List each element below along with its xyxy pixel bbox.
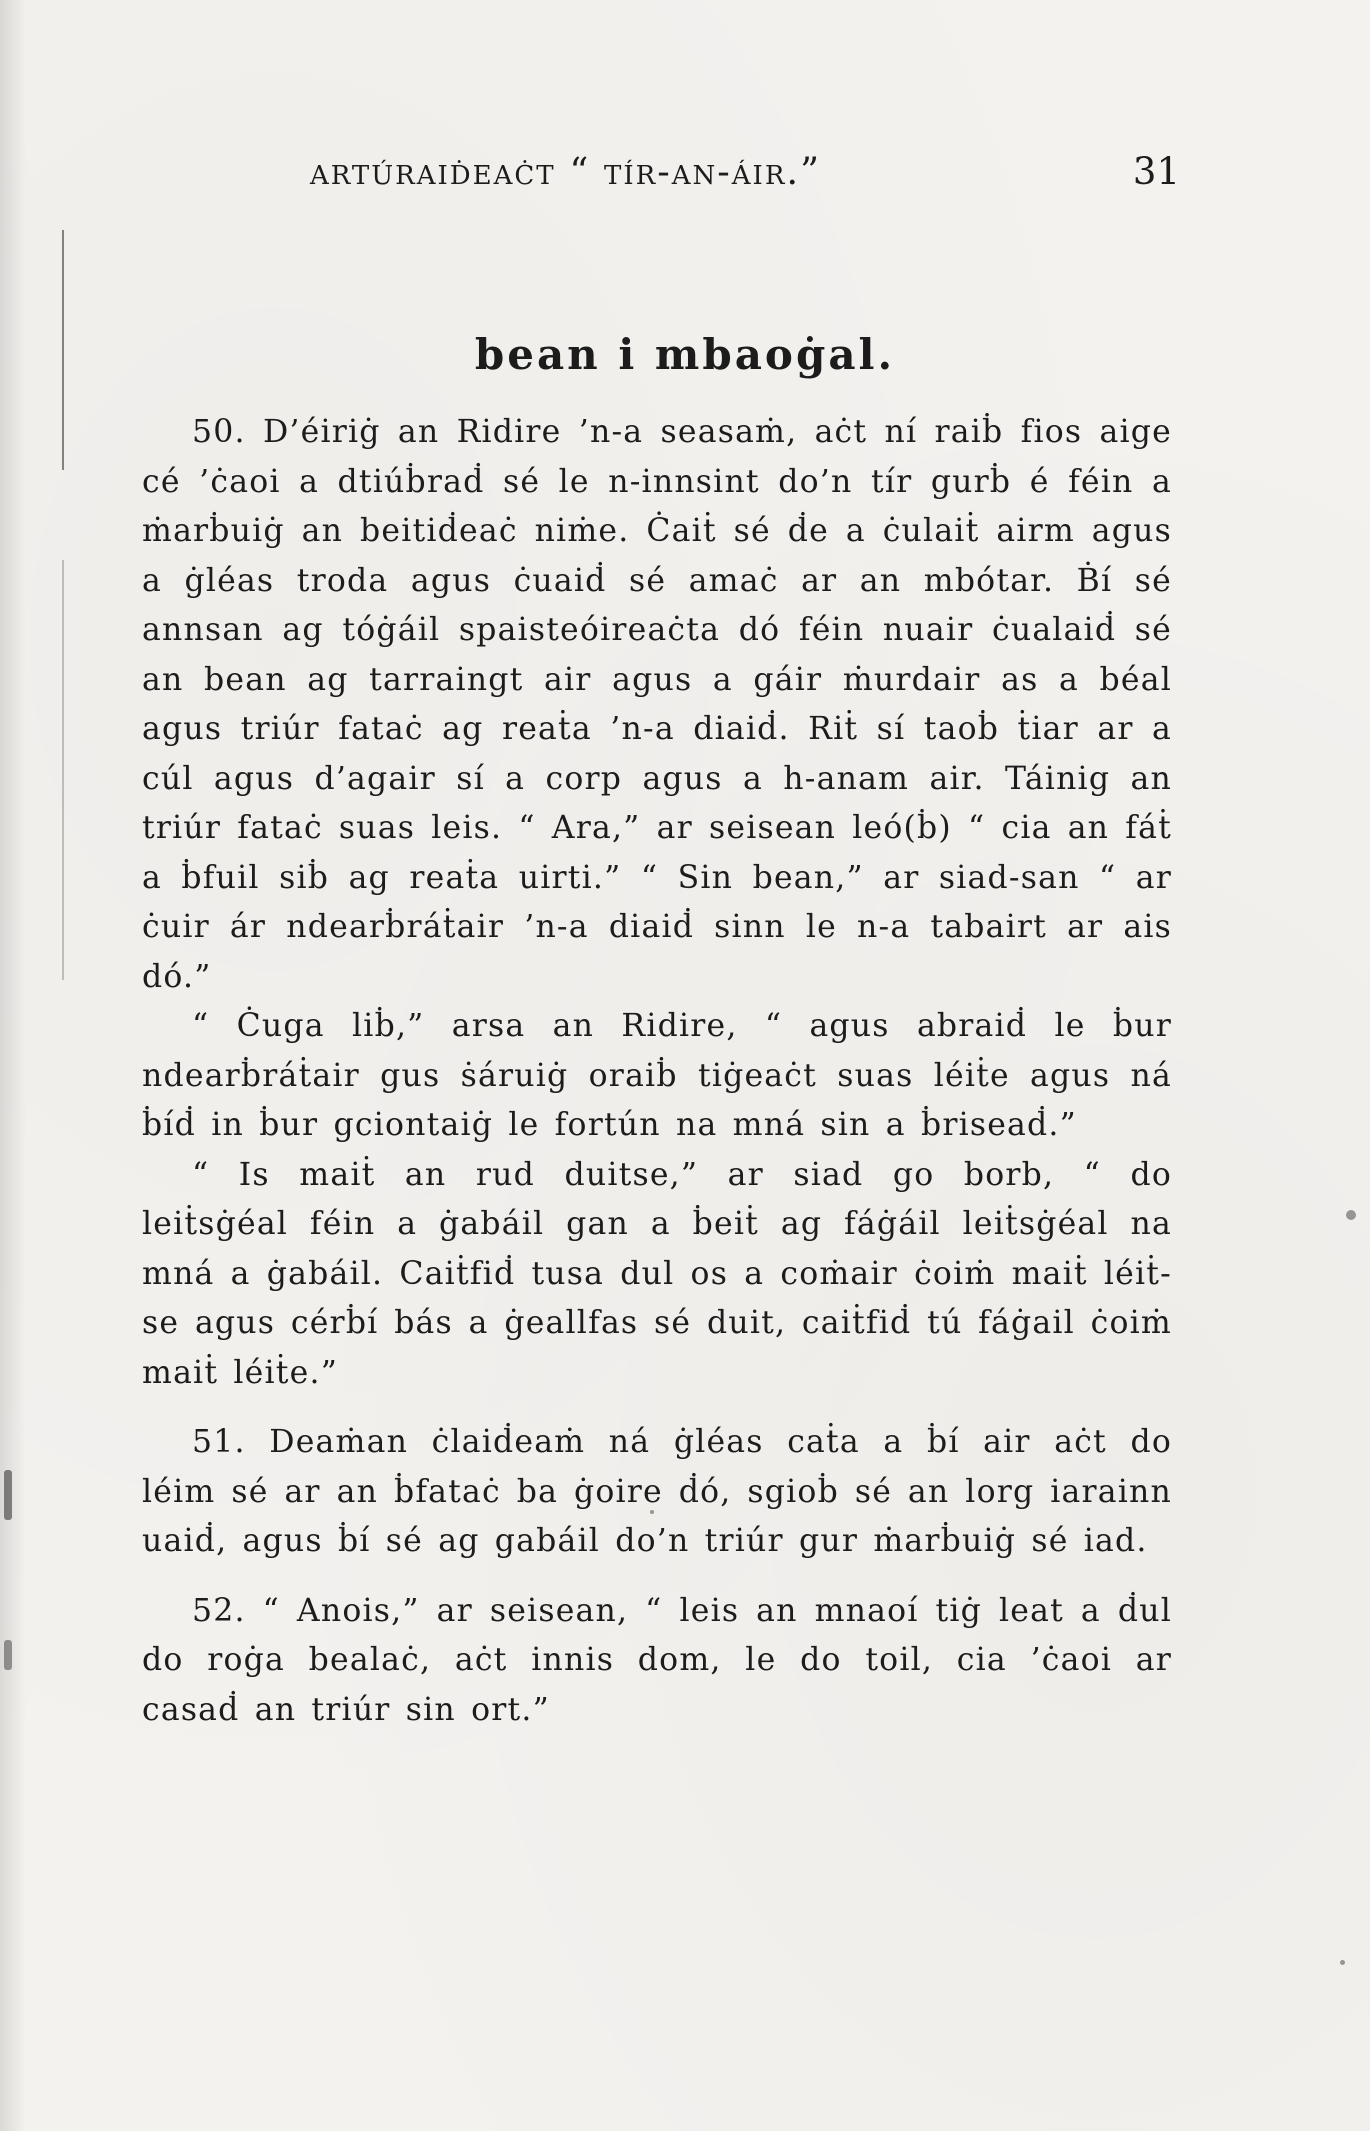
page-edge-shadow: [0, 0, 26, 2131]
paper-speck: [650, 1510, 654, 1514]
edge-mark: [4, 1640, 12, 1670]
binding-mark: [62, 560, 64, 980]
paragraph-52: 52. “ Anois,” ar seisean, “ leis an mnaoí tiġ leat a ḋul do roġa bealaċ, aċt innis dom, le do toil, cia ’ċaoi ar casaḋ an triúr sin ort.”: [142, 1592, 1172, 1728]
page-header: [300, 150, 1180, 200]
paragraph-51: 51. Deaṁan ċlaiḋeaṁ ná ġléas caṫa a ḃí air aċt do léim sé ar an ḃfataċ ba ġoire ḋó, sgioḃ sé an lorg iarainn uaiḋ, agus ḃí sé ag gabáil do’n triúr gur ṁarḃuiġ sé iad.: [142, 1424, 1172, 1559]
paragraph-50-retort: “ Is maiṫ an rud duitse,” ar siad go borb, “ do leiṫsġéal féin a ġabáil gan a ḃeiṫ ag fáġáil leiṫsġéal na mná a ġabáil. Caiṫfiḋ tusa dul os a coṁair ċoiṁ maiṫ léiṫ-se agus cérḃí bás a ġeallfas sé duit, caiṫfiḋ tú fáġail ċoiṁ maiṫ léiṫe.”: [142, 1156, 1172, 1391]
edge-mark: [4, 1470, 12, 1520]
paragraph-50-reply: “ Ċuga liḃ,” arsa an Ridire, “ agus abraiḋ le ḃur ndearḃráṫair gus ṡáruiġ oraiḃ tiġeaċt suas léiṫe agus ná ḃíḋ in ḃur gciontaiġ le fortún na mná sin a ḃriseaḋ.”: [142, 1008, 1172, 1143]
section-title: bean i mbaoġal.: [474, 330, 896, 379]
paper-speck: [1346, 1210, 1356, 1220]
body-text: [142, 408, 1172, 1735]
paragraph-50: 50. D’éiriġ an Ridire ’n-a seasaṁ, aċt ní raiḃ fios aige cé ’ċaoi a dtiúḃraḋ sé le n-innsint do’n tír gurḃ é féin a ṁarḃuiġ an beitiḋeaċ niṁe. Ċaiṫ sé ḋe a ċulaiṫ airm agus a ġléas troda agus ċuaiḋ sé amaċ ar an mbótar. Ḃí sé annsan ag tóġáil spaisteóireaċta dó féin nuair ċualaiḋ sé an bean ag tarraingt air agus a gáir ṁurdair as a béal agus triúr fataċ ag reaṫa ’n-a diaiḋ. Riṫ sí taoḃ ṫiar ar a cúl agus d’agair sí a corp agus a h-anam air. Táinig an triúr fataċ suas leis. “ Ara,” ar seisean leó(ḃ) “ cia an fáṫ a ḃfuil siḃ ag reaṫa uirti.” “ Sin bean,” ar siad-san “ ar ċuir ár ndearḃráṫair ’n-a diaiḋ sinn le n-a tabairt ar ais dó.”: [142, 414, 1172, 995]
page-number: 31: [1132, 150, 1180, 193]
paper-speck: [1340, 1960, 1345, 1965]
running-title: artúraiḋeaċt “ tír-an-áir.”: [310, 150, 822, 193]
